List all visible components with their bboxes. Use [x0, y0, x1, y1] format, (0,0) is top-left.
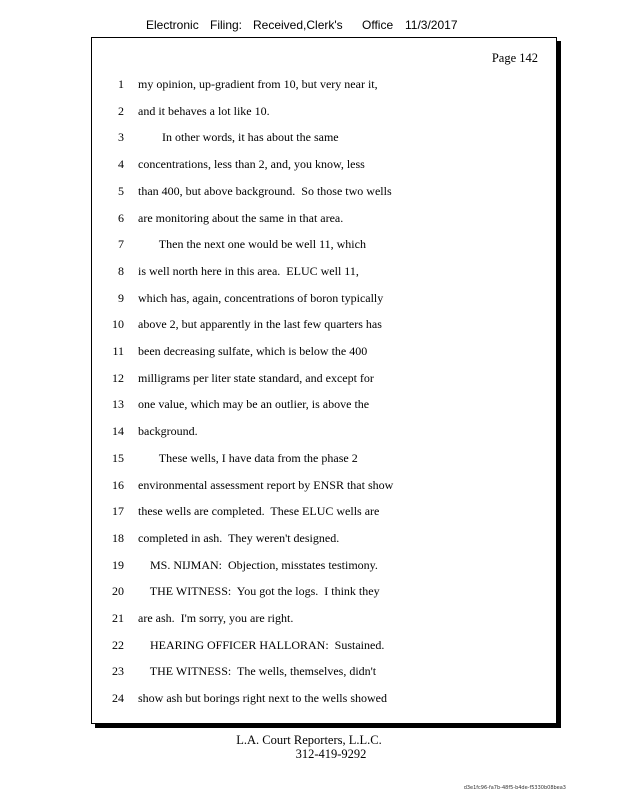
line-text: HEARING OFFICER HALLORAN: Sustained.	[138, 637, 385, 652]
line-text: these wells are completed. These ELUC wells are	[138, 504, 380, 519]
line-number: 16	[112, 477, 124, 492]
line-number: 8	[118, 263, 124, 278]
line-text: which has, again, concentrations of boron typically	[138, 290, 384, 305]
document-hash: d3e1fc96-fa7b-48f5-b4de-f5330b08bea3	[463, 785, 566, 791]
line-text: than 400, but above background. So those two wells	[138, 183, 392, 198]
filing-header-office: Office	[362, 18, 394, 32]
page-number: Page 142	[491, 51, 538, 65]
reporter-company: L.A. Court Reporters, L.L.C.	[236, 733, 382, 747]
line-text: been decreasing sulfate, which is below the 400	[138, 344, 368, 358]
line-number: 18	[112, 530, 124, 545]
line-text: my opinion, up-gradient from 10, but very near it,	[138, 77, 378, 91]
filing-header	[0, 18, 618, 34]
line-number: 12	[112, 370, 124, 385]
line-number: 2	[118, 103, 124, 118]
line-number: 21	[112, 611, 124, 625]
reporter-phone: 312-419-9292	[295, 747, 367, 761]
line-text: milligrams per liter state standard, and except for	[138, 370, 374, 385]
filing-header-date: 11/3/2017	[405, 18, 458, 32]
line-text: show ash but borings right next to the wells showed	[138, 691, 387, 706]
line-number: 4	[118, 157, 124, 172]
line-number: 11	[112, 344, 124, 358]
line-text: Then the next one would be well 11, which	[138, 237, 366, 252]
line-number: 17	[112, 504, 124, 519]
line-text: THE WITNESS: The wells, themselves, didn't	[138, 664, 377, 679]
line-number: 20	[112, 584, 124, 599]
line-text: completed in ash. They weren't designed.	[138, 530, 340, 545]
line-text: In other words, it has about the same	[138, 130, 339, 145]
line-text: concentrations, less than 2, and, you know, less	[138, 157, 365, 172]
line-text: one value, which may be an outlier, is above the	[138, 397, 370, 412]
line-text: environmental assessment report by ENSR that show	[138, 477, 394, 492]
line-number: 3	[118, 130, 124, 145]
line-number: 13	[112, 397, 124, 412]
line-number: 5	[118, 183, 124, 198]
line-number: 1	[118, 77, 124, 91]
line-text: MS. NIJMAN: Objection, misstates testimony.	[138, 557, 378, 572]
line-text: background.	[138, 424, 198, 439]
filing-header-received: Received,Clerk's	[253, 18, 343, 32]
line-text: and it behaves a lot like 10.	[138, 103, 270, 118]
filing-header-filing: Filing:	[210, 18, 243, 32]
line-number: 6	[118, 210, 124, 225]
line-number: 22	[112, 637, 124, 652]
line-number: 7	[118, 237, 124, 252]
filing-header-electronic: Electronic	[146, 18, 199, 32]
line-text: THE WITNESS: You got the logs. I think they	[138, 584, 380, 599]
line-number: 24	[112, 691, 124, 706]
line-number: 14	[112, 424, 124, 439]
line-number: 15	[112, 450, 124, 465]
line-text: are monitoring about the same in that area.	[138, 210, 344, 225]
line-number: 10	[112, 317, 124, 332]
line-text: is well north here in this area. ELUC well 11,	[138, 263, 359, 278]
line-number: 9	[118, 290, 124, 305]
line-number: 23	[112, 664, 124, 679]
footer	[0, 733, 618, 761]
line-text: These wells, I have data from the phase 2	[138, 450, 358, 465]
line-text: are ash. I'm sorry, you are right.	[138, 611, 294, 625]
line-number: 19	[112, 557, 124, 572]
line-text: above 2, but apparently in the last few quarters has	[138, 317, 382, 332]
transcript-page	[91, 37, 557, 724]
